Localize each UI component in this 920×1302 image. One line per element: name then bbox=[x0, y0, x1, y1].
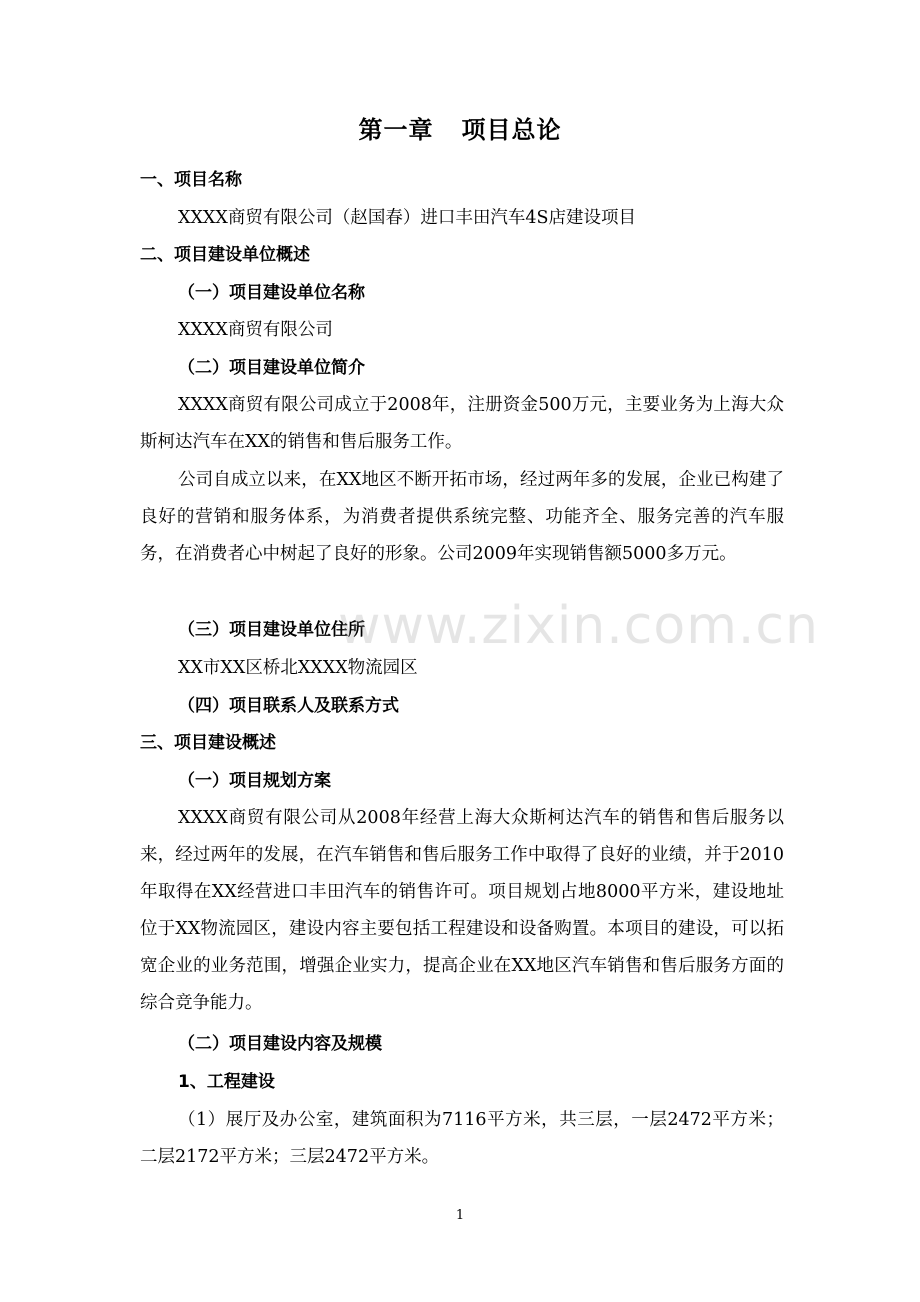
subheading-unit-name: （一）项目建设单位名称 bbox=[178, 283, 365, 303]
subheading-unit-address: （三）项目建设单位住所 bbox=[178, 620, 365, 640]
chapter-number: 第一章 bbox=[358, 116, 434, 144]
engineering-paragraph: （1）展厅及办公室，建筑面积为7116平方米，共三层，一层2472平方米；二层2172平方米；三层2472平方米。 bbox=[140, 1110, 784, 1167]
section-heading-project-name: 一、项目名称 bbox=[140, 170, 242, 190]
watermark: www.zixin.com.cn bbox=[338, 596, 819, 656]
chapter-title bbox=[0, 110, 920, 145]
unit-name-text: XXXX商贸有限公司 bbox=[178, 320, 333, 340]
section-heading-construction-overview: 三、项目建设概述 bbox=[140, 733, 276, 753]
unit-address-text: XX市XX区桥北XXXX物流园区 bbox=[178, 658, 418, 678]
subheading-engineering: 1、工程建设 bbox=[178, 1072, 275, 1092]
subheading-unit-intro: （二）项目建设单位简介 bbox=[178, 358, 365, 378]
planning-paragraph: XXXX商贸有限公司从2008年经营上海大众斯柯达汽车的销售和售后服务以来，经过两年的发展，在汽车销售和售后服务工作中取得了良好的业绩，并于2010年取得在XX经营进口丰田汽车的销售许可。项目规划占地8000平方米，建设地址位于XX物流园区，建设内容主要包括工程建设和设备购置。本项目的建设，可以拓宽企业的业务范围，增强企业实力，提高企业在XX地区汽车销售和售后服务方面的综合竞争能力。 bbox=[140, 808, 784, 1013]
unit-intro-paragraph-2: 公司自成立以来，在XX地区不断开拓市场，经过两年多的发展，企业已构建了良好的营销和服务体系，为消费者提供系统完整、功能齐全、服务完善的汽车服务，在消费者心中树起了良好的形象。公司2009年实现销售额5000多万元。 bbox=[140, 470, 784, 564]
chapter-name: 项目总论 bbox=[461, 116, 562, 144]
subheading-contact: （四）项目联系人及联系方式 bbox=[178, 696, 399, 716]
subheading-planning: （一）项目规划方案 bbox=[178, 771, 331, 791]
unit-intro-paragraph-1: XXXX商贸有限公司成立于2008年，注册资金500万元，主要业务为上海大众斯柯达汽车在XX的销售和售后服务工作。 bbox=[140, 395, 784, 452]
page-number: 1 bbox=[455, 1208, 465, 1223]
subheading-content-scale: （二）项目建设内容及规模 bbox=[178, 1034, 382, 1054]
section-heading-unit-overview: 二、项目建设单位概述 bbox=[140, 245, 310, 265]
project-name-text: XXXX商贸有限公司（赵国春）进口丰田汽车4S店建设项目 bbox=[178, 208, 636, 228]
